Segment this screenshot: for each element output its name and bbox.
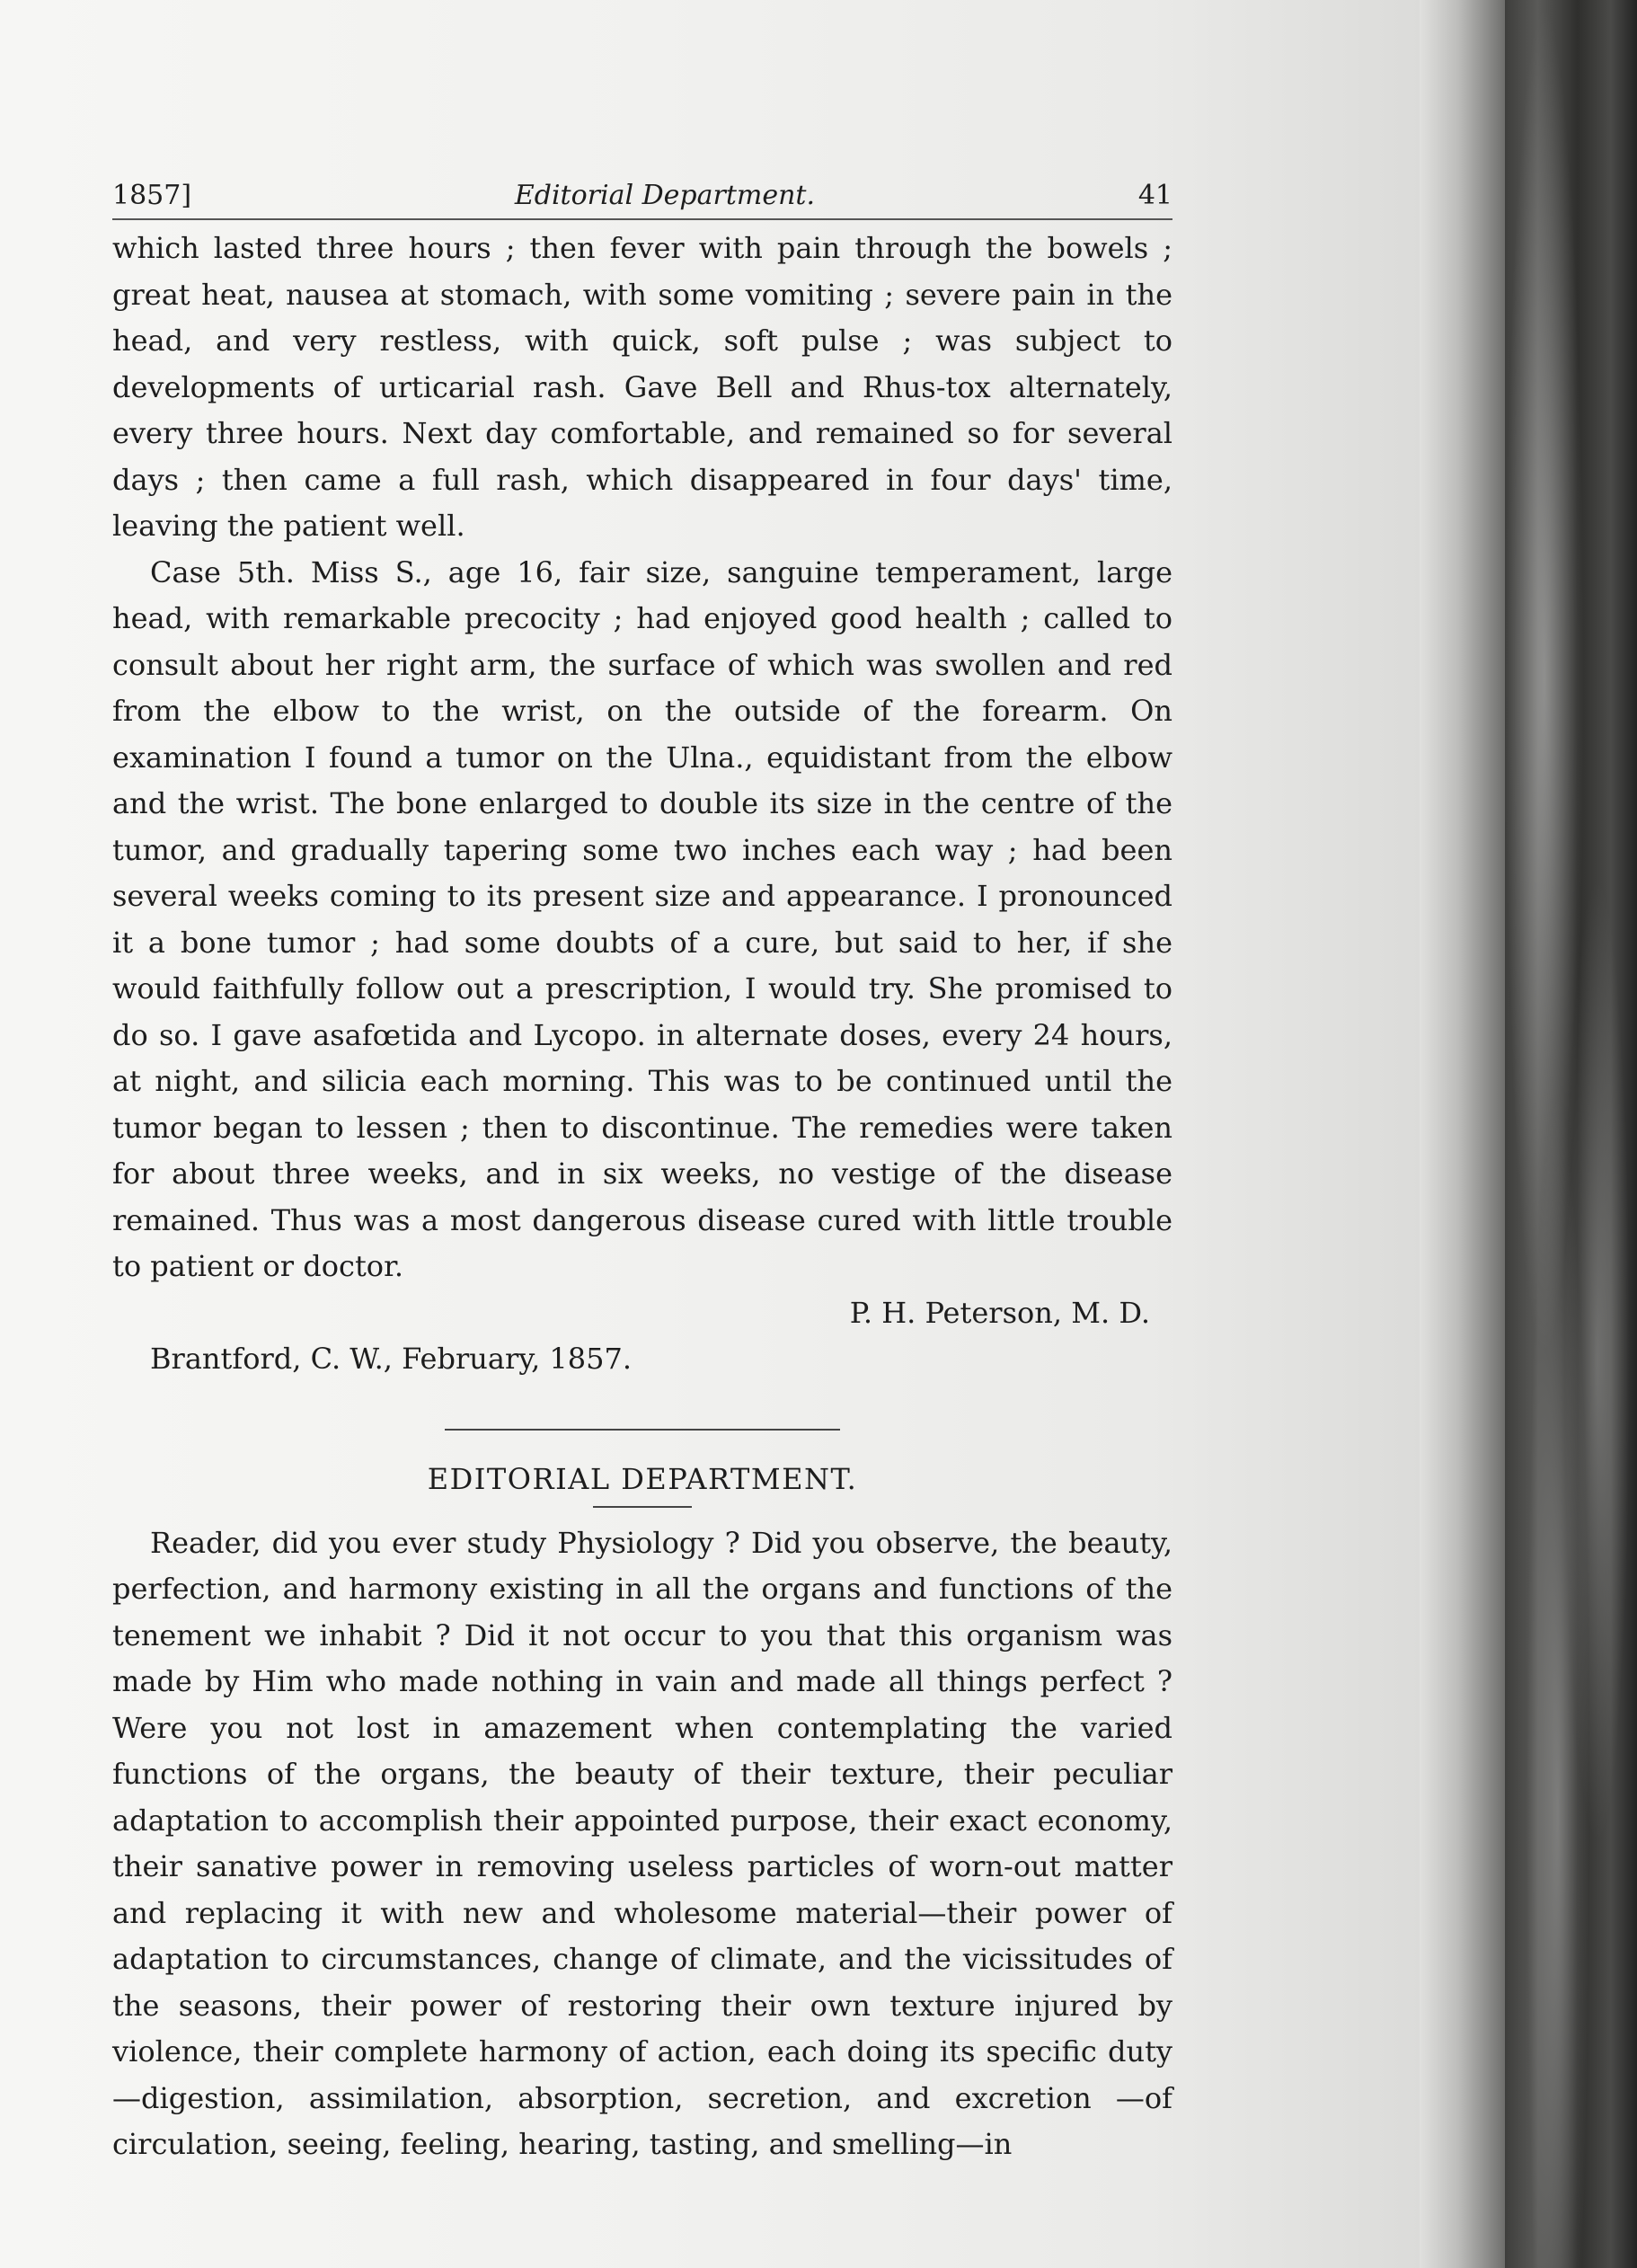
author-signature: P. H. Peterson, M. D. bbox=[849, 1295, 1150, 1330]
header-title: Editorial Department. bbox=[514, 180, 816, 211]
header-year: 1857] bbox=[112, 180, 192, 211]
page-number: 41 bbox=[1137, 180, 1172, 211]
page-gutter-shadow bbox=[1420, 0, 1505, 2268]
book-binding bbox=[1505, 0, 1637, 2268]
continuation-paragraph: which lasted three hours ; then fever with pain through the bowels ; great heat, nausea at stomach, with some vomiting ; severe pain in the head, and very restless, with quick, soft pulse ; was subject to developments of urticarial rash. Gave Bell and Rhus-tox alternately, every three hours. Next day comfortable, and remained so for several days ; then came a full rash, which disappeared in four days' time, leaving the patient well. bbox=[112, 231, 1172, 543]
heading-underline bbox=[593, 1506, 692, 1508]
editorial-paragraph: Reader, did you ever study Physiology ? Did you observe, the beauty, perfection, and harmony existing in all the organs and functions of the tenement we inhabit ? Did it not occur to you that this organism was made by Him who made nothing in vain and made all things perfect ? Were you not lost in amazement when contemplating the varied functions of the organs, the beauty of their texture, their peculiar adaptation to accomplish their appointed purpose, their exact economy, their sanative power in removing useless particles of worn-out matter and replacing it with new and wholesome material—their power of adaptation to circumstances, change of climate, and the vicissitudes of the seasons, their power of restoring their own texture injured by violence, their complete harmony of action, each doing its specific duty—digestion, assimilation, absorption, secretion, and excretion —of circulation, seeing, feeling, hearing, tasting, and smelling—in bbox=[112, 1525, 1172, 2161]
dateline: Brantford, C. W., February, 1857. bbox=[150, 1341, 633, 1376]
section-heading: EDITORIAL DEPARTMENT. bbox=[427, 1461, 858, 1496]
case-paragraph: Case 5th. Miss S., age 16, fair size, sanguine temperament, large head, with remarkable precocity ; had enjoyed good health ; called to consult about her right arm, the surface of which was swollen and red from the elbow to the wrist, on the outside of the forearm. On examination I found a tumor on the Ulna., equidistant from the elbow and the wrist. The bone enlarged to double its size in the centre of the tumor, and gradually tapering some two inches each way ; had been several weeks coming to its present size and appearance. I pronounced it a bone tumor ; had some doubts of a cure, but said to her, if she would faithfully follow out a prescription, I would try. She promised to do so. I gave asafœtida and Lycopo. in alternate doses, every 24 hours, at night, and silicia each morning. This was to be continued until the tumor began to lessen ; then to discontinue. The remedies were taken for about three weeks, and in six weeks, no vestige of the disease remained. Thus was a most dangerous disease cured with little trouble to patient or doctor. bbox=[112, 554, 1172, 1283]
running-header bbox=[112, 180, 1172, 220]
section-divider bbox=[445, 1429, 840, 1431]
page-text-block bbox=[112, 180, 1172, 2168]
